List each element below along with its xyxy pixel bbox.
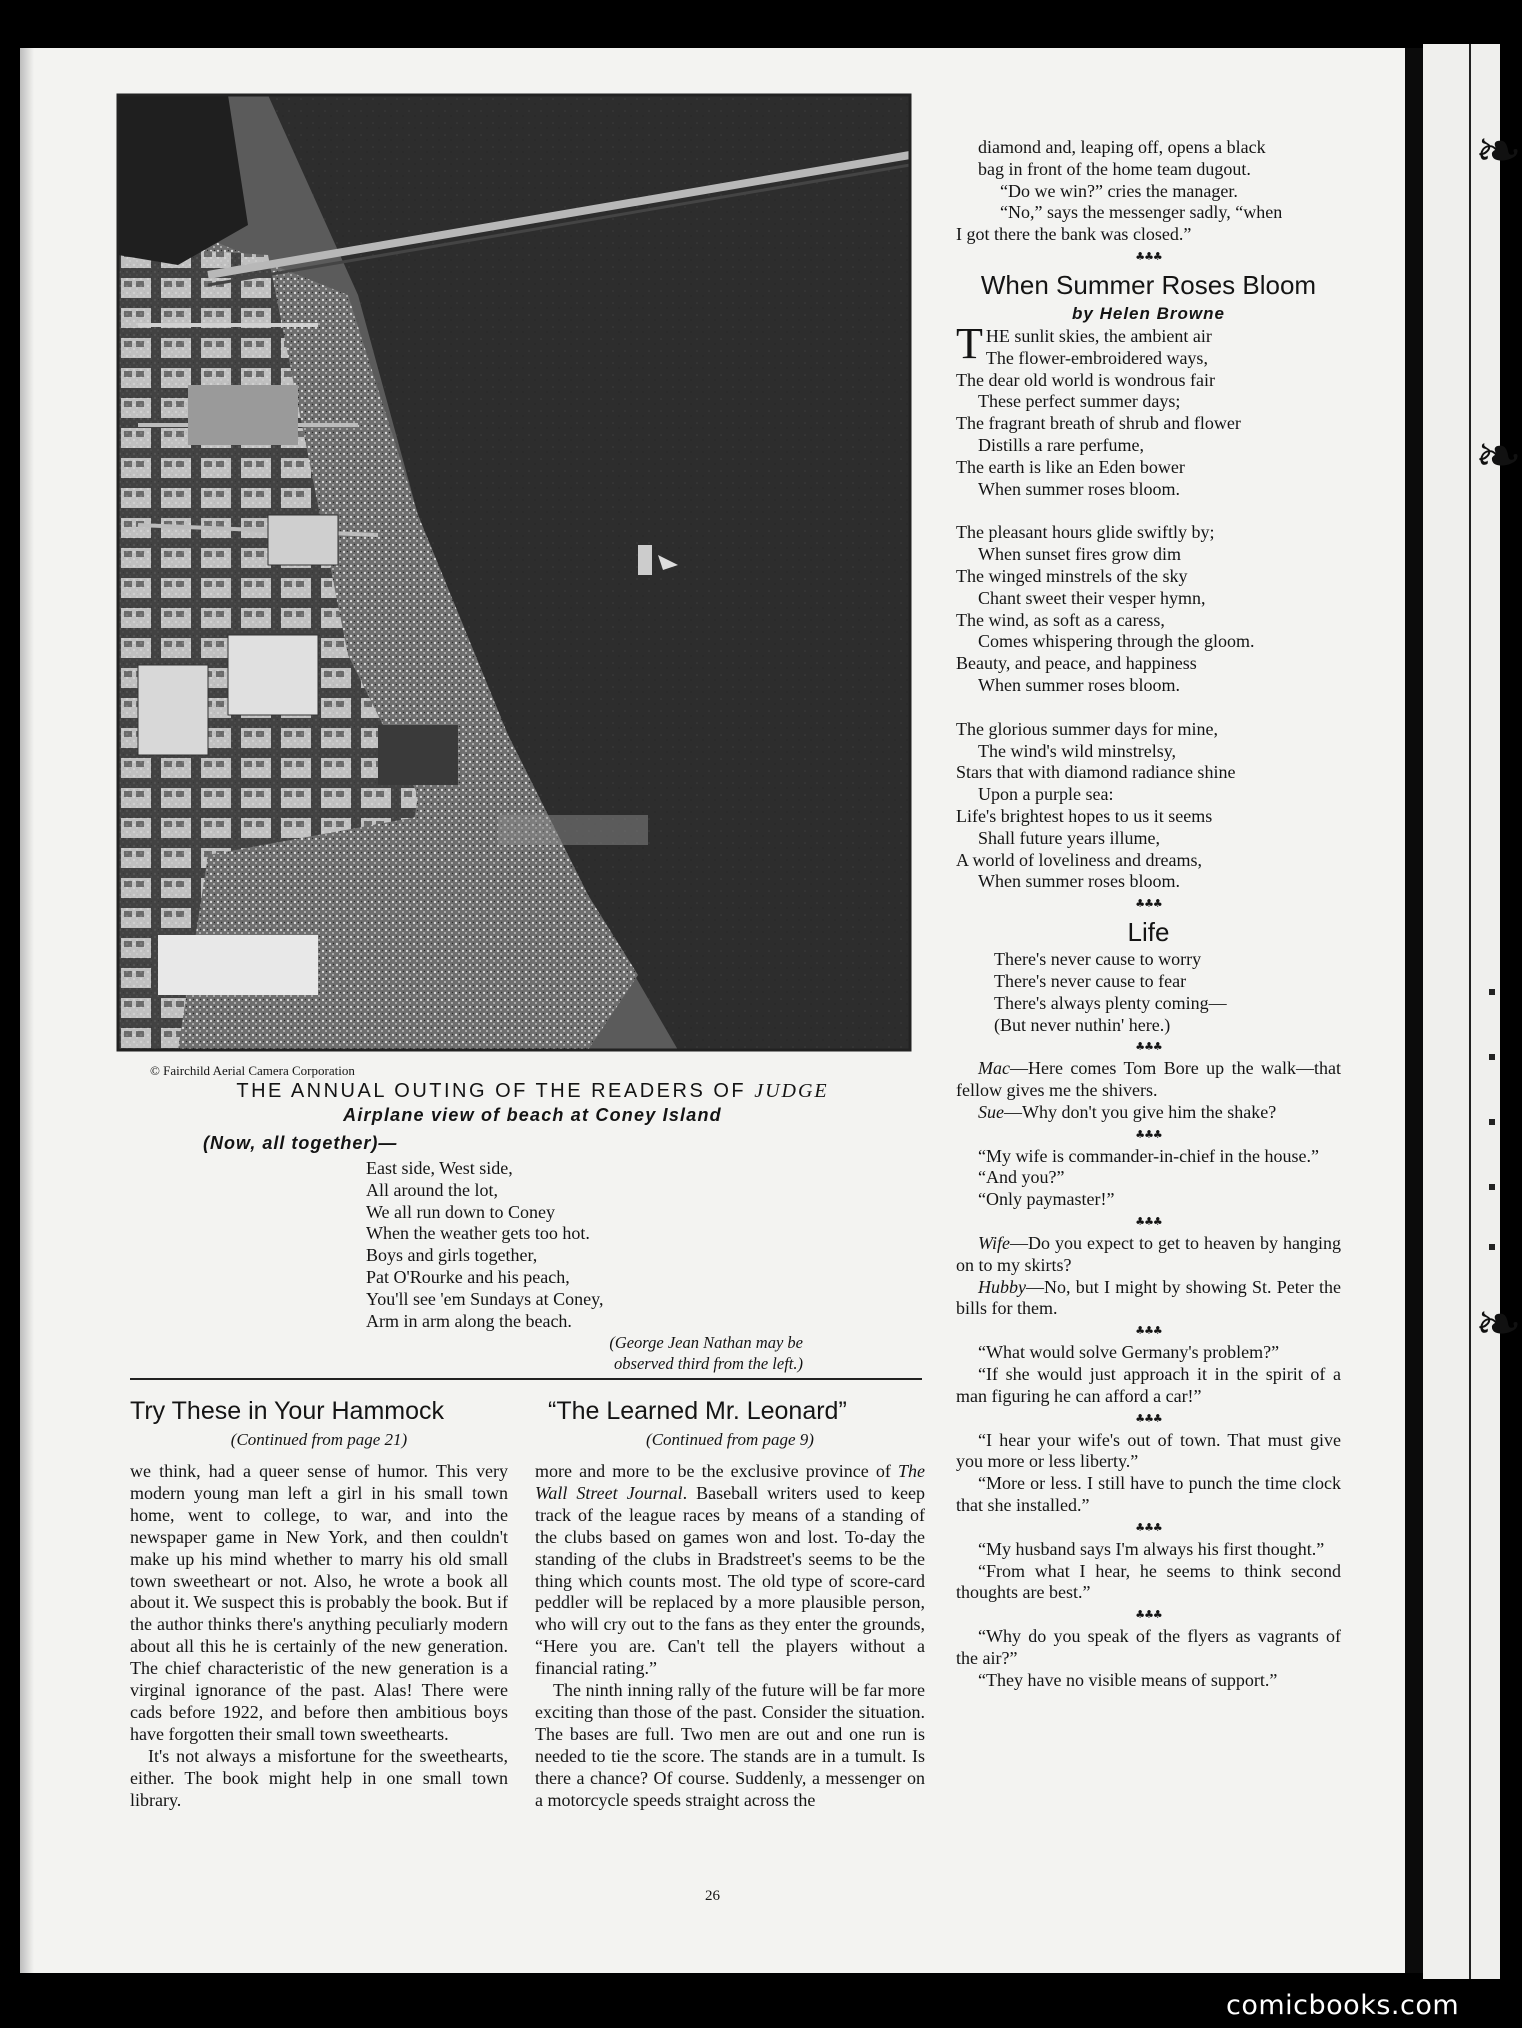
poem-line: Comes whispering through the gloom. [978, 631, 1255, 652]
page-gutter [1405, 48, 1423, 1973]
page-spine-shadow [20, 48, 34, 1973]
adjacent-page-edge [1423, 44, 1522, 1979]
article-paragraph: we think, had a queer sense of humor. This very modern young man left a girl in his small town home, went to college, to war, and into the newspaper game in New York, and then couldn't make up his mind whether to marry his old small town sweetheart or not. Also, he wrote a book all about it. We suspect this is probably the book. But if the author thinks there's anything peculiarly modern about all this he is certainly of the new generation. The chief characteristic of the new generation is a virginal ignorance of the past. Alas! There were cads before 1922, and before then ambitious boys have forgotten their small town sweethearts. [130, 1461, 508, 1744]
photo-credit: © Fairchild Aerial Camera Corporation [150, 1063, 355, 1078]
poem-line: When summer roses bloom. [978, 674, 1180, 695]
site-watermark: comicbooks.com [1226, 1990, 1460, 2021]
poem-line: (But never nuthin' here.) [994, 1014, 1171, 1035]
joke-line [956, 1277, 1341, 1321]
joke-line: “And you?” [978, 1167, 1065, 1188]
poem-line: There's never cause to worry [994, 949, 1202, 970]
article-title-leonard: “The Learned Mr. Leonard” [548, 1397, 847, 1425]
continued-note: (Continued from page 21) [230, 1430, 408, 1449]
continued-text: diamond and, leaping off, opens a black [978, 137, 1266, 157]
joke-text: —Why don't you give him the shake? [1004, 1101, 1277, 1122]
poem-line: A world of loveliness and dreams, [956, 849, 1202, 870]
speaker-name: Mac [978, 1058, 1010, 1079]
poem-line: The winged minstrels of the sky [956, 565, 1188, 586]
joke-text: —Here comes Tom Bore up the walk—that fellow gives me the shivers. [956, 1058, 1341, 1101]
text-fragment-mark [1489, 1119, 1495, 1125]
drop-cap: T [956, 318, 983, 368]
song-intro: (Now, all together)— [203, 1133, 398, 1153]
article-body-leonard [535, 1461, 925, 1812]
right-column [956, 137, 1341, 1692]
section-ornament-icon: ♣♣♣ [1135, 1520, 1162, 1534]
poem-line: The flower-embroidered ways, [985, 347, 1208, 368]
text-fragment-mark [1489, 1054, 1495, 1060]
journal-name: The Wall Street Journal [535, 1461, 925, 1503]
song-line: We all run down to Coney [366, 1201, 556, 1222]
joke-line [956, 1233, 1341, 1277]
song-footnote [478, 1332, 803, 1374]
section-ornament-icon: ♣♣♣ [1135, 1215, 1162, 1229]
poem-line: Beauty, and peace, and happiness [956, 653, 1197, 674]
section-ornament-icon: ♣♣♣ [1135, 1411, 1162, 1425]
song-line: Boys and girls together, [366, 1245, 538, 1266]
poem-line: The wind's wild minstrelsy, [978, 740, 1177, 761]
poem-line: The dear old world is wondrous fair [956, 369, 1215, 390]
photo-caption-title [170, 1080, 895, 1103]
ornament-icon: ❧ [1475, 119, 1522, 184]
section-ornament-icon: ♣♣♣ [1135, 1040, 1162, 1054]
speaker-name: Wife [978, 1233, 1010, 1254]
continued-text: I got there the bank was closed.” [956, 224, 1192, 245]
poem-byline: by Helen Browne [1072, 303, 1225, 323]
speaker-name: Sue [978, 1101, 1004, 1122]
joke-line: “My husband says I'm always his first thought.” [978, 1538, 1325, 1559]
continued-note: (Continued from page 9) [646, 1430, 814, 1449]
continued-text: bag in front of the home team dugout. [978, 158, 1251, 179]
poem-title-life: Life [1127, 917, 1170, 948]
poem-line: The earth is like an Eden bower [956, 456, 1185, 477]
article-paragraph: It's not always a misfortune for the sweethearts, either. The book might help in one small town library. [130, 1745, 508, 1810]
song-line: You'll see 'em Sundays at Coney, [366, 1288, 604, 1309]
joke-line: “My wife is commander-in-chief in the house.” [978, 1145, 1320, 1166]
poem-line: The glorious summer days for mine, [956, 718, 1218, 739]
article-paragraph: The ninth inning rally of the future will be far more exciting than those of the past. Consider the situation. The bases are full. Two men are out and one run is needed to tie the score. The stands are in a tumult. Is there a chance? Of course. Suddenly, a messenger on a motorcycle speeds straight across the [535, 1680, 925, 1810]
joke-line [956, 1058, 1341, 1102]
joke-text: —No, but I might by showing St. Peter the bills for them. [956, 1276, 1341, 1319]
joke-line: “More or less. I still have to punch the time clock that she installed.” [956, 1473, 1341, 1516]
aerial-beach-photo [118, 95, 910, 1050]
speaker-name: Hubby [978, 1276, 1026, 1297]
poem-line: These perfect summer days; [978, 391, 1181, 412]
poem-body [956, 318, 1341, 893]
song-line: Pat O'Rourke and his peach, [366, 1266, 570, 1287]
jokes [956, 1058, 1341, 1691]
adjacent-page-border [1469, 44, 1471, 1979]
ornament-icon: ❧ [1475, 424, 1522, 489]
song-footnote-line: observed third from the left.) [614, 1354, 803, 1373]
song-footnote-line: (George Jean Nathan may be [609, 1333, 803, 1352]
poem-line: Distills a rare perfume, [978, 434, 1144, 455]
poem-line: There's always plenty coming— [994, 992, 1227, 1013]
section-ornament-icon: ♣♣♣ [1135, 1127, 1162, 1141]
caption-title-text: THE ANNUAL OUTING OF THE READERS OF [236, 1080, 747, 1102]
poem-line: Upon a purple sea: [978, 784, 1114, 805]
photo-caption-subtitle: Airplane view of beach at Coney Island [343, 1105, 722, 1125]
article-body-hammock [130, 1461, 508, 1812]
joke-line: “From what I hear, he seems to think second thoughts are best.” [956, 1560, 1341, 1603]
poem-line: The pleasant hours glide swiftly by; [956, 522, 1215, 543]
page-number: 26 [705, 1888, 720, 1904]
song-line: All around the lot, [366, 1179, 498, 1200]
poem-line: When summer roses bloom. [978, 478, 1180, 499]
poem-line: The wind, as soft as a caress, [956, 609, 1165, 630]
continued-text: “No,” says the messenger sadly, “when [1000, 202, 1283, 223]
paragraph-text: . Baseball writers used to keep track of the league races by means of a standing of the clubs based on games won and lost. To-day the standing of the clubs in Bradstreet's seems to be the thing which counts most. The old type of score-card peddler will be replaced by a more plausible person, who will cry out to the fans as they enter the grounds, “Here you are. Can't tell the players without a financial rating.” [535, 1482, 926, 1679]
section-ornament-icon: ♣♣♣ [1135, 897, 1162, 911]
poem-line: Life's brightest hopes to us it seems [956, 805, 1213, 826]
caption-magazine-name: JUDGE [754, 1080, 829, 1102]
article-paragraph [535, 1461, 925, 1680]
song-line: When the weather gets too hot. [366, 1223, 590, 1244]
text-fragment-mark [1489, 989, 1495, 995]
section-ornament-icon: ♣♣♣ [1135, 1324, 1162, 1338]
text-fragment-mark [1489, 1244, 1495, 1250]
joke-line: “If she would just approach it in the spirit of a man figuring he can afford a car!” [956, 1364, 1341, 1406]
poem-line: Stars that with diamond radiance shine [956, 762, 1236, 783]
joke-line: “I hear your wife's out of town. That must give you more or less liberty.” [956, 1429, 1341, 1472]
text-fragment-mark [1489, 1184, 1495, 1190]
poem-line: When sunset fires grow dim [978, 544, 1181, 565]
continued-text: “Do we win?” cries the manager. [1000, 180, 1238, 201]
joke-line: “They have no visible means of support.” [978, 1669, 1278, 1690]
poem-line: When summer roses bloom. [978, 871, 1180, 892]
section-divider [130, 1378, 922, 1380]
section-ornament-icon: ♣♣♣ [1135, 1608, 1162, 1622]
paragraph-text: more and more to be the exclusive province of [535, 1461, 898, 1481]
song-lyrics [366, 1158, 603, 1332]
poem-line: Shall future years illume, [978, 827, 1160, 848]
poem-title: When Summer Roses Bloom [980, 269, 1317, 300]
poem-line: Chant sweet their vesper hymn, [978, 587, 1206, 608]
article-title-hammock: Try These in Your Hammock [130, 1397, 445, 1425]
joke-line [956, 1102, 1341, 1124]
poem-line: The fragrant breath of shrub and flower [956, 413, 1241, 434]
joke-text: —Do you expect to get to heaven by hanging on to my skirts? [956, 1233, 1341, 1275]
poem-line-text: HE sunlit skies, the ambient air [985, 325, 1212, 346]
song-line: East side, West side, [366, 1158, 513, 1178]
ornament-icon: ❧ [1475, 1292, 1522, 1357]
joke-line: “Why do you speak of the flyers as vagrants of the air?” [956, 1626, 1341, 1669]
section-ornament-icon: ♣♣♣ [1135, 249, 1162, 263]
joke-line: “Only paymaster!” [978, 1189, 1115, 1210]
joke-line: “What would solve Germany's problem?” [978, 1342, 1280, 1363]
poem-line: There's never cause to fear [994, 970, 1187, 991]
life-poem [956, 949, 1341, 1036]
song-line: Arm in arm along the beach. [366, 1310, 572, 1331]
